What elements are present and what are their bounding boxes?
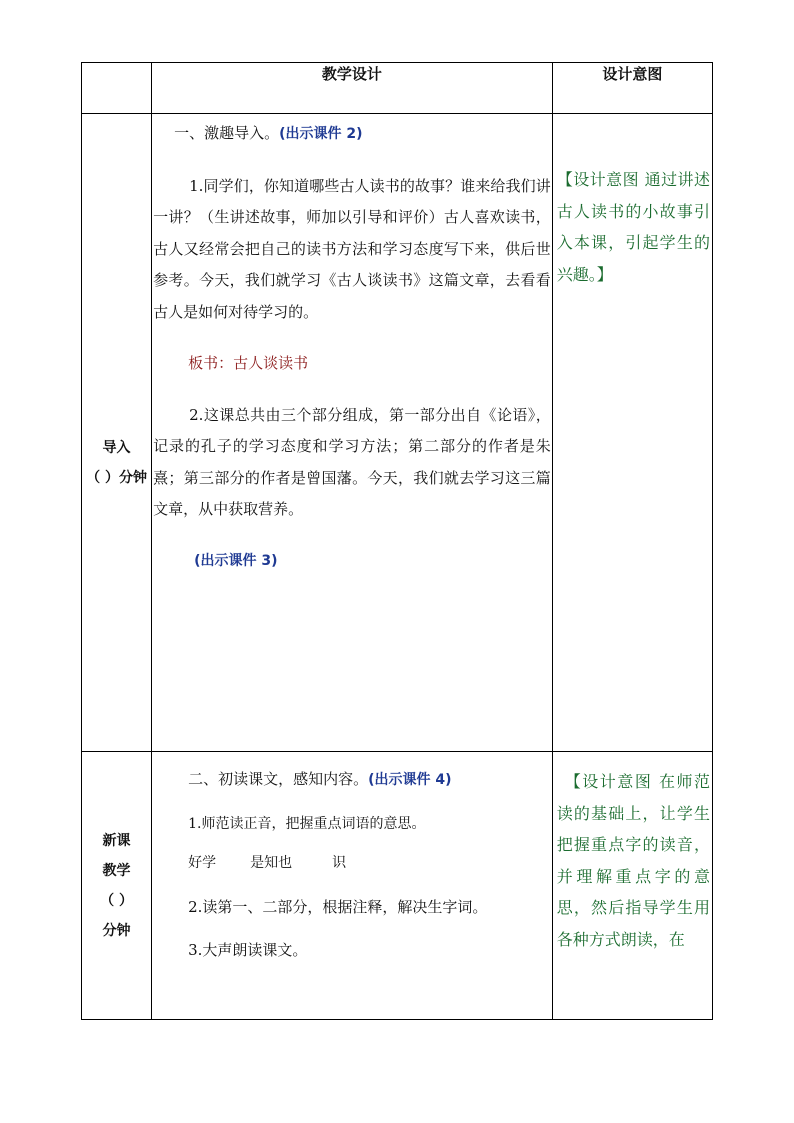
spacer (152, 923, 552, 935)
new-lesson-item-3: 3.大声朗读课文。 (188, 941, 308, 959)
stage-new-lesson-line4: 分钟 (102, 922, 131, 939)
new-lesson-item-2: 2.读第一、二部分，根据注释，解决生字词。 (188, 897, 488, 916)
lesson-plan-table (81, 62, 713, 1020)
new-lesson-heading-slide: (出示课件 4) (368, 772, 452, 788)
stage-intro-name: 导入 (102, 439, 131, 456)
stage-new-lesson-line1: 新课 (102, 832, 131, 849)
key-word-1: 好学 (188, 855, 217, 871)
spacer (152, 151, 552, 171)
new-lesson-intent-cell (552, 752, 712, 1020)
intro-paragraph-2: 2.这课总共由三个部分组成，第一部分出自《论语》，记录的孔子的学习态度和学习方法；第二部分的作者是朱熹；第三部分的作者是曾国藩。今天，我们就去学习这三篇文章，从中获取营养。 (153, 405, 551, 518)
key-word-3: 识 (332, 855, 347, 871)
spacer (152, 380, 552, 400)
new-lesson-heading (152, 764, 552, 797)
spacer (152, 797, 552, 809)
header-design-intent: 设计意图 (552, 63, 712, 114)
intro-heading-slide: (出示课件 2) (279, 126, 363, 142)
new-lesson-item-1: 1.师范读正音，把握重点词语的意思。 (188, 815, 426, 832)
spacer (152, 840, 552, 848)
section-intro-row (82, 114, 713, 752)
spacer (152, 880, 552, 892)
intro-heading (152, 118, 552, 151)
header-stage-cell (82, 63, 152, 114)
intro-slide-3: (出示课件 3) (194, 552, 278, 569)
intro-paragraph-1: 1.同学们，你知道哪些古人读书的故事？谁来给我们讲一讲？（生讲述故事，师加以引导和评价）古人喜欢读书，古人又经常会把自己的读书方法和学习态度写下来，供后世参考。今天，我们就学习《古人谈读书》这篇文章，去看看古人是如何对待学习的。 (153, 176, 551, 321)
stage-new-lesson-cell (82, 752, 152, 1020)
new-lesson-content-cell (152, 752, 553, 1020)
intro-content-cell (152, 114, 553, 752)
section-new-lesson-row (82, 752, 713, 1020)
header-teaching-design: 教学设计 (152, 63, 553, 114)
board-writing: 板书：古人谈读书 (188, 354, 309, 372)
key-words-line (152, 848, 552, 880)
stage-new-lesson-line2: 教学 (102, 862, 131, 879)
new-lesson-heading-text: 二、初读课文，感知内容。 (188, 770, 369, 788)
stage-new-lesson-line3: （ ） (100, 892, 133, 909)
spacer (152, 328, 552, 348)
stage-intro-cell (82, 114, 152, 752)
key-word-2: 是知也 (250, 855, 293, 871)
intro-intent-cell (552, 114, 712, 752)
intro-heading-text: 一、激趣导入。 (174, 124, 280, 142)
intro-intent-text: 【设计意图 通过讲述古人读书的小故事引入本课，引起学生的兴趣。】 (556, 170, 710, 284)
stage-intro-time: （ ）分钟 (86, 469, 147, 486)
new-lesson-intent-text: 【设计意图 在师范读的基础上，让学生把握重点字的读音，并理解重点字的意思，然后指导学生用各种方式朗读，在 (556, 772, 710, 949)
spacer (152, 526, 552, 546)
table-header-row (82, 63, 713, 114)
